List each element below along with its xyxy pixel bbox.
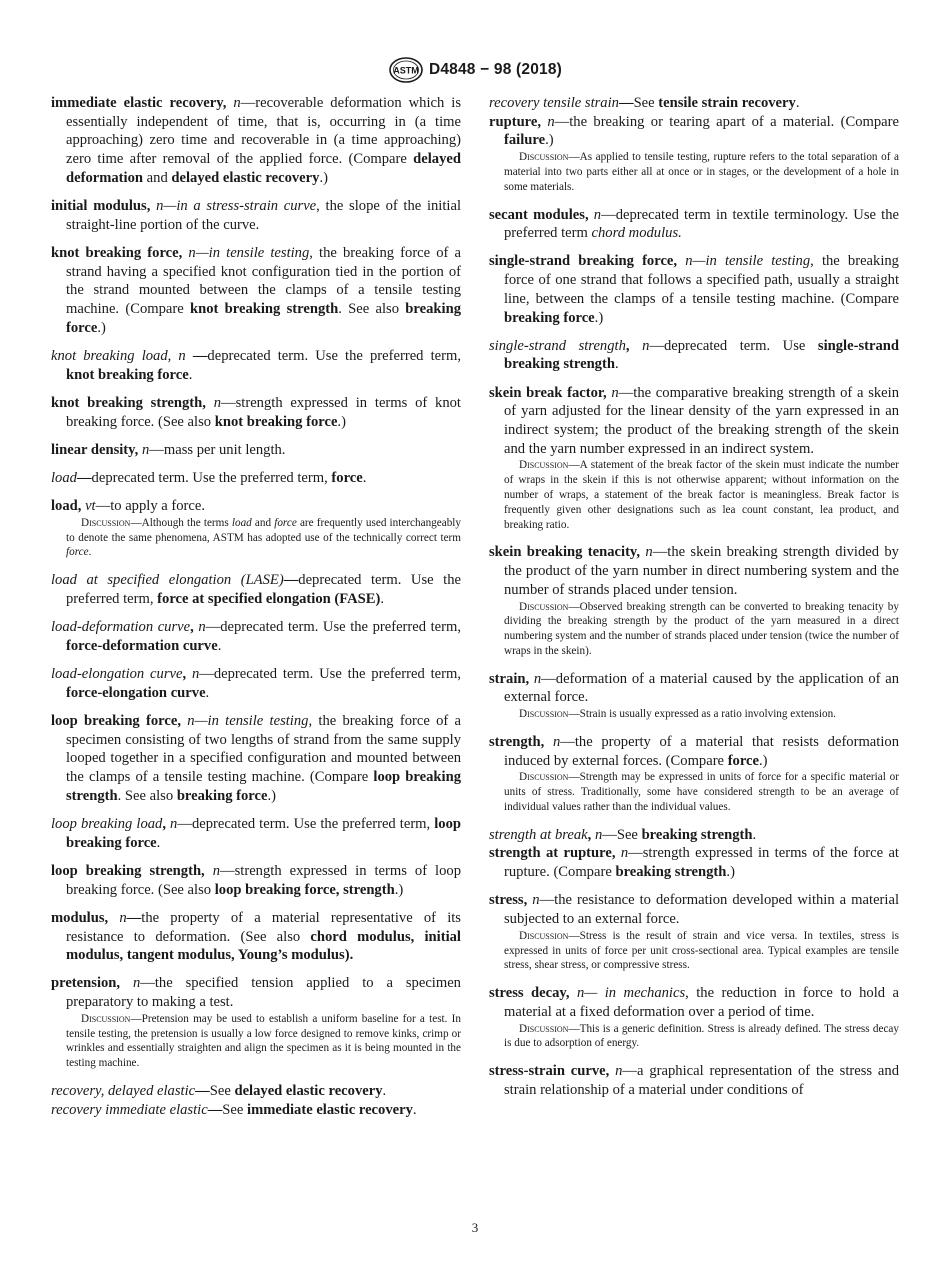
discussion-note: [489, 458, 899, 532]
term-definition: [51, 197, 461, 234]
term-definition: [489, 844, 899, 881]
text-run: single-strand strength: [489, 337, 626, 354]
text-run: —This is a generic definition. Stress is already defined. The stress decay is due to adsorption of energy.: [504, 1022, 899, 1050]
text-run: .): [97, 319, 106, 336]
text-run: strength at rupture,: [489, 845, 621, 862]
text-run: delayed elastic recovery: [234, 1083, 383, 1099]
text-run: —mass per unit length.: [149, 441, 286, 458]
term-definition: [51, 862, 461, 899]
text-run: —strength expressed in terms of knot breaking force. (See also: [66, 394, 461, 430]
term-definition: [489, 826, 899, 845]
text-run: skein break factor,: [489, 384, 612, 401]
term-definition: [51, 1082, 461, 1101]
discussion-note: [51, 1012, 461, 1071]
text-run: recovery, delayed elastic: [51, 1083, 196, 1099]
text-run: —strength expressed in terms of the force at rupture. (Compare: [504, 845, 899, 881]
text-run: pretension,: [51, 975, 133, 992]
text-run: breaking force: [66, 301, 461, 336]
text-run: loop breaking strength,: [51, 862, 213, 879]
text-run: the property of a material representative of its resistance to deformation. (See also: [66, 909, 461, 945]
text-run: —: [283, 572, 299, 589]
text-run: .: [217, 637, 222, 654]
text-run: See: [222, 1101, 248, 1118]
text-run: —Strength may be expressed in units of force for a specific material or units of stress. Traditionally, some have considered strength to be an average of individual values rather than the individual values.: [504, 771, 899, 813]
text-run: rupture,: [489, 113, 548, 130]
text-run: —See: [602, 826, 642, 843]
text-run: linear density,: [51, 441, 142, 458]
text-run: , the breaking force of a specimen consisting of two lengths of strand from the same supply looped together in a specified configuration and mounted between the clamps of a tensile testing machine. (Compare: [66, 712, 461, 786]
text-run: failure: [504, 132, 546, 149]
text-run: Discussion: [519, 600, 569, 613]
text-run: stress,: [489, 892, 533, 909]
text-run: breaking force: [176, 787, 268, 804]
text-run: load,: [51, 498, 86, 515]
text-run: Discussion: [519, 929, 569, 942]
text-run: initial modulus,: [51, 198, 157, 215]
term-definition: [489, 891, 899, 928]
text-run: loop breaking load: [51, 815, 163, 832]
text-run: force: [274, 516, 297, 529]
text-run: Discussion: [519, 459, 569, 472]
term-definition: [489, 113, 899, 150]
text-run: strength at break: [489, 826, 588, 843]
term-definition: [51, 469, 461, 488]
text-run: load-elongation curve: [51, 666, 183, 683]
text-run: force at specified elongation (FASE): [157, 590, 381, 607]
term-definition: [51, 347, 461, 384]
glossary-entry: [51, 909, 461, 965]
text-run: knot breaking force: [214, 413, 338, 430]
svg-text:ASTM: ASTM: [393, 65, 419, 76]
glossary-entry: [489, 733, 899, 815]
right-column: [489, 94, 899, 1109]
discussion-note: [489, 707, 899, 722]
term-definition: [51, 665, 461, 702]
term-definition: [51, 974, 461, 1011]
term-definition: [51, 94, 461, 188]
text-run: deprecated term. Use the preferred term,: [91, 469, 332, 486]
term-definition: [489, 206, 899, 243]
text-run: n—in tensile testing: [188, 244, 310, 261]
term-definition: [51, 244, 461, 338]
text-run: , the breaking force of a strand having a specified knot configuration tied in the portion of the strand mounted between the clamps of a tensile testing machine. (Compare: [66, 244, 461, 318]
text-run: —the skein breaking strength divided by the product of the yarn number in direct numbering system and the number of strands placed under tension.: [504, 544, 899, 598]
glossary-entry: [489, 252, 899, 327]
text-run: stress-strain curve,: [489, 1063, 616, 1080]
text-run: —Strain is usually expressed as a ratio involving extension.: [568, 708, 836, 721]
text-run: Discussion: [519, 771, 569, 784]
term-definition: [51, 441, 461, 460]
text-run: n: [642, 337, 650, 354]
text-run: force: [727, 752, 760, 769]
text-run: loop breaking force, strength: [214, 881, 395, 898]
text-run: single-strand breaking force,: [489, 253, 686, 270]
discussion-note: [51, 516, 461, 560]
glossary-entry: [51, 1101, 461, 1120]
text-run: Discussion: [519, 151, 569, 164]
text-run: —the comparative breaking strength of a skein of yarn adjusted for the linear density of the yarn expressed in an indirect system; the product of the breaking strength of the skein and the yarn number expressed in an indirect system.: [504, 384, 899, 457]
text-run: —strength expressed in terms of loop breaking force. (See also: [66, 862, 461, 898]
text-run: load: [51, 469, 77, 486]
text-run: .: [412, 1101, 417, 1118]
glossary-entry: [51, 441, 461, 460]
text-run: breaking force: [504, 309, 595, 326]
text-run: breaking strength: [615, 864, 727, 881]
term-definition: [51, 712, 461, 806]
text-run: .): [267, 787, 276, 804]
text-run: See: [209, 1083, 235, 1099]
text-run: delayed elastic recovery: [171, 169, 320, 186]
text-run: ,: [625, 337, 643, 354]
text-run: force-deformation curve: [66, 637, 218, 654]
text-run: immediate elastic recovery: [247, 1101, 413, 1118]
text-run: Discussion: [81, 1012, 131, 1025]
term-definition: [51, 394, 461, 431]
text-run: —: [192, 347, 208, 364]
glossary-entry: [51, 347, 461, 384]
glossary-entry: [489, 543, 899, 658]
text-run: n: [552, 733, 561, 750]
text-run: —: [618, 95, 634, 111]
text-run: n—in tensile testing: [187, 712, 309, 729]
text-run: n: [620, 845, 629, 862]
text-run: knot breaking force,: [51, 244, 189, 261]
term-definition: [489, 984, 899, 1021]
text-run: n: [191, 666, 200, 683]
text-run: .: [88, 546, 92, 559]
text-run: . See also: [117, 787, 177, 804]
glossary-entry: [51, 244, 461, 338]
text-run: —Observed breaking strength can be converted to breaking tenacity by dividing the breaking strength by the product of the yarn measured in a direct numbering system and the number of strands placed under tension (twice the number of wraps in the skein).: [504, 600, 899, 657]
term-definition: [51, 909, 461, 965]
text-run: skein breaking tenacity,: [489, 544, 646, 561]
glossary-entry: [489, 206, 899, 243]
text-run: load at specified elongation (LASE): [51, 572, 284, 589]
text-run: .: [752, 826, 757, 843]
text-run: .: [205, 684, 210, 701]
text-run: —the breaking or tearing apart of a material. (Compare: [554, 113, 899, 130]
text-run: —deprecated term. Use the preferred term,: [177, 815, 435, 832]
text-run: n: [170, 815, 178, 832]
text-run: breaking strength: [641, 826, 753, 843]
text-run: immediate elastic recovery,: [51, 95, 234, 111]
discussion-note: [489, 150, 899, 194]
glossary-entry: [489, 113, 899, 195]
term-definition: [489, 252, 899, 327]
text-run: chord modulus, initial modulus, tangent modulus, Young’s modulus).: [66, 928, 461, 964]
text-run: n: [141, 441, 150, 458]
text-run: .): [759, 752, 768, 769]
text-run: modulus,: [51, 909, 120, 926]
glossary-entry: [51, 394, 461, 431]
text-run: force-elongation curve: [66, 684, 206, 701]
text-run: n: [615, 1063, 623, 1080]
text-run: , the reduction in force to hold a material at a fixed deformation over a period of time.: [504, 985, 899, 1020]
text-run: stress decay,: [489, 985, 577, 1002]
text-run: n: [533, 670, 542, 687]
glossary-entry: [51, 815, 461, 852]
page-number: 3: [471, 1220, 479, 1235]
glossary-entry: [489, 844, 899, 881]
text-run: load-deformation curve: [51, 619, 191, 636]
glossary-entry: [51, 497, 461, 560]
glossary-entry: [51, 94, 461, 188]
text-run: n: [212, 862, 220, 879]
glossary-entry: [489, 891, 899, 973]
text-run: n: [645, 544, 653, 561]
text-run: n: [532, 892, 540, 909]
text-run: n—in a stress-strain curve: [156, 198, 317, 215]
discussion-note: [489, 929, 899, 973]
text-run: delayed deformation: [66, 151, 461, 186]
text-run: deprecated term. Use the preferred term,: [207, 347, 461, 364]
text-run: deprecated term. Use the preferred term,: [66, 572, 461, 607]
text-run: Discussion: [519, 1022, 569, 1035]
term-definition: [489, 94, 899, 113]
glossary-entry: [489, 826, 899, 845]
text-run: ,: [587, 826, 595, 843]
text-run: —deprecated term in textile terminology. Use the preferred term: [504, 206, 899, 242]
text-run: and: [143, 169, 172, 186]
text-run: .: [614, 356, 619, 373]
text-run: .): [319, 169, 328, 186]
text-run: .): [594, 309, 604, 326]
text-run: n: [611, 384, 619, 401]
text-run: —Although the terms: [130, 516, 232, 529]
text-run: loop breaking force,: [51, 712, 188, 729]
text-run: —A statement of the break factor of the skein must indicate the number of wraps in the skein if this is not otherwise apparent; without information on the number of wraps, a statement of the break factor is meaningless. Break factor is frequently given other designations such as lea count constant, lea product, and breaking ratio.: [504, 459, 899, 531]
text-run: —the property of a material that resists deformation induced by external forces. (Compare: [504, 733, 899, 769]
text-run: —: [76, 469, 92, 486]
text-run: ,: [190, 619, 199, 636]
text-run: loop breaking strength: [66, 769, 461, 804]
glossary-entry: [51, 862, 461, 899]
discussion-note: [489, 600, 899, 659]
text-run: n: [198, 619, 206, 636]
glossary-entry: [51, 712, 461, 806]
text-run: —deprecated term. Use the preferred term,: [205, 619, 461, 636]
text-run: tensile strain recovery: [658, 95, 796, 111]
text-run: —: [126, 909, 142, 926]
text-run: .): [726, 864, 735, 881]
glossary-entry: [489, 94, 899, 113]
left-column: [51, 94, 461, 1129]
glossary-entry: [51, 1082, 461, 1101]
text-run: , the slope of the initial straight-line portion of the curve.: [66, 198, 462, 233]
text-run: knot breaking load, n: [51, 347, 193, 364]
text-run: force: [66, 546, 89, 559]
text-run: .: [380, 590, 385, 607]
term-definition: [489, 1062, 899, 1099]
text-run: Discussion: [81, 516, 131, 529]
term-definition: [51, 571, 461, 608]
text-run: . See also: [338, 301, 406, 318]
text-run: recovery immediate elastic: [51, 1101, 208, 1118]
term-definition: [51, 497, 461, 516]
text-run: ,: [162, 815, 171, 832]
text-run: .): [337, 413, 346, 430]
text-run: knot breaking strength,: [51, 394, 214, 411]
text-run: n: [119, 909, 127, 926]
text-run: .: [156, 834, 161, 851]
text-run: n: [547, 113, 555, 130]
text-run: —the resistance to deformation developed within a material subjected to an external force.: [504, 892, 899, 928]
text-run: ,: [182, 666, 192, 683]
text-run: .): [394, 881, 404, 898]
text-run: n— in mechanics: [577, 985, 686, 1002]
text-run: Discussion: [519, 708, 569, 721]
text-run: .: [795, 95, 800, 111]
text-run: n—in tensile testing: [685, 253, 811, 270]
text-run: —deprecated term. Use the preferred term,: [199, 666, 461, 683]
term-definition: [489, 670, 899, 707]
text-run: n: [213, 394, 222, 411]
text-run: n: [132, 975, 141, 992]
text-run: strength,: [489, 733, 553, 750]
text-run: .: [188, 366, 193, 383]
text-run: —Pretension may be used to establish a uniform baseline for a test. In tensile testing, the pretension is usually a low force designed to remove kinks, crimp or wrinkles and essentially straighten and align the specimen as it is being mounted in the testing machine.: [66, 1012, 461, 1070]
text-run: —As applied to tensile testing, rupture refers to the total separation of a material into two parts either all at once or in stages, or the development of a hole in some materials.: [504, 151, 899, 193]
text-run: —the specified tension applied to a specimen preparatory to making a test.: [66, 975, 461, 1011]
text-run: secant modules,: [489, 206, 594, 223]
text-run: .: [362, 469, 367, 486]
glossary-entry: [489, 337, 899, 374]
text-run: —: [195, 1083, 210, 1099]
glossary-entry: [51, 974, 461, 1071]
term-definition: [489, 543, 899, 599]
glossary-entry: [489, 984, 899, 1051]
text-run: .: [382, 1083, 387, 1099]
text-run: —recoverable deformation which is essentially independent of time, that is, occurring in (a time approaching) zero time and recoverable in (a time approaching) zero time after removal of the applied force. (Compare: [66, 95, 461, 168]
text-run: n: [594, 826, 603, 843]
discussion-note: [489, 770, 899, 814]
text-run: recovery tensile strain: [489, 95, 619, 111]
glossary-entry: [51, 571, 461, 608]
text-run: n: [233, 95, 241, 111]
term-definition: [489, 384, 899, 459]
text-run: n: [593, 206, 602, 223]
text-run: —deprecated term. Use: [649, 337, 818, 354]
glossary-entry: [489, 670, 899, 722]
glossary-entry: [51, 665, 461, 702]
text-run: —to apply a force.: [95, 498, 206, 515]
text-run: force: [331, 469, 363, 486]
text-run: —deformation of a material caused by the application of an external force.: [504, 670, 900, 706]
text-run: .): [545, 132, 554, 149]
text-run: vt: [85, 498, 96, 515]
text-run: are frequently used interchangeably to denote the same phenomena, ASTM has adopted use of the technically correct term: [66, 516, 462, 544]
term-definition: [489, 733, 899, 770]
astm-logo-icon: [388, 57, 424, 83]
term-definition: [51, 618, 461, 655]
text-run: , the breaking force of one strand that follows a specified path, usually a straight line, between the clamps of a tensile testing machine. (Compare: [504, 253, 899, 307]
term-definition: [489, 337, 899, 374]
text-run: See: [633, 95, 659, 111]
text-run: knot breaking force: [66, 366, 189, 383]
text-run: —a graphical representation of the stress and strain relationship of a material under conditions of: [504, 1063, 899, 1098]
text-run: loop breaking force: [66, 815, 461, 851]
page-header: [0, 57, 950, 83]
glossary-entry: [489, 384, 899, 533]
text-run: chord modulus.: [591, 225, 682, 242]
text-run: single-strand breaking strength: [504, 337, 899, 373]
term-definition: [51, 815, 461, 852]
discussion-note: [489, 1022, 899, 1052]
text-run: —: [207, 1101, 223, 1118]
term-definition: [51, 1101, 461, 1120]
text-run: knot breaking strength: [189, 301, 339, 318]
text-run: load: [231, 516, 252, 529]
text-run: strain,: [489, 670, 534, 687]
glossary-entry: [489, 1062, 899, 1099]
glossary-entry: [51, 469, 461, 488]
glossary-entry: [51, 197, 461, 234]
standard-code: D4848 − 98 (2018): [428, 61, 563, 78]
text-run: —Stress is the result of strain and vice versa. In textiles, stress is expressed in units of force per unit cross-sectional area. Typical examples are tensile stress, shear stress, or compressive stress.: [504, 929, 899, 972]
text-run: and: [251, 516, 275, 529]
glossary-entry: [51, 618, 461, 655]
